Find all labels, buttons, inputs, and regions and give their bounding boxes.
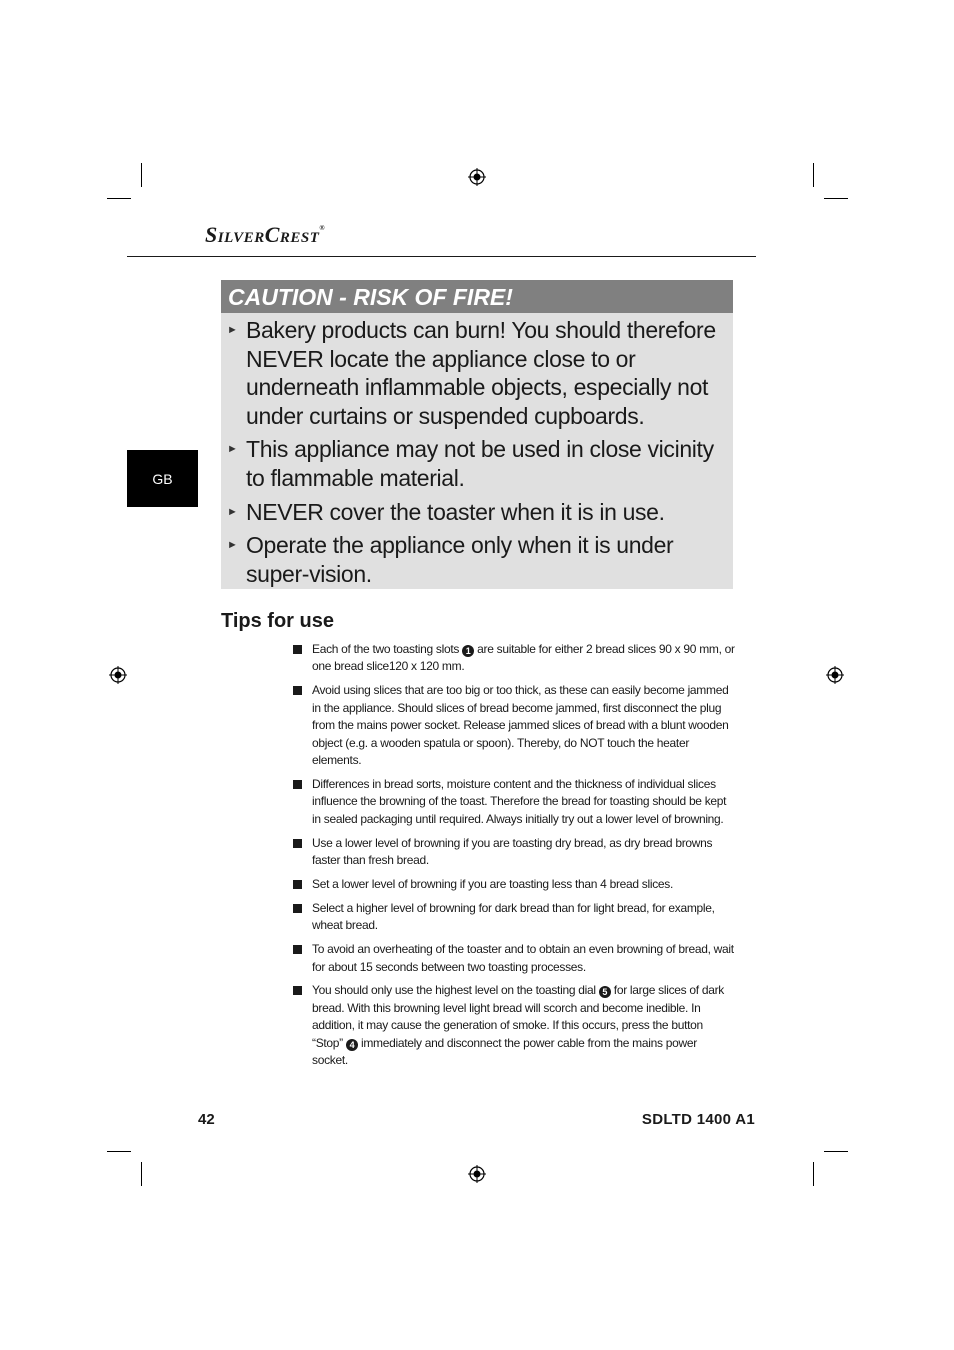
part-number-badge: 4 — [346, 1039, 358, 1051]
square-bullet-icon — [293, 986, 302, 995]
crop-mark — [824, 198, 848, 199]
brand-name: SilverCrest — [205, 222, 320, 247]
caution-heading: CAUTION - RISK OF FIRE! — [221, 280, 733, 313]
part-number-badge: 1 — [462, 645, 474, 657]
list-item-text: You should only use the highest level on the toasting dial — [312, 983, 599, 998]
square-bullet-icon — [293, 645, 302, 654]
list-item-text: Set a lower level of browning if you are toasting less than 4 bread slices. — [312, 876, 674, 891]
model-number: SDLTD 1400 A1 — [641, 1111, 755, 1128]
list-item — [293, 835, 735, 870]
list-item — [293, 900, 735, 935]
tips-list — [293, 641, 735, 1076]
list-item — [293, 982, 735, 1069]
list-item-text: immediately and disconnect the power cable from the mains power socket. — [312, 1035, 697, 1068]
square-bullet-icon — [293, 839, 302, 848]
registration-mark-icon — [826, 666, 844, 684]
caution-item — [227, 531, 725, 588]
part-number-badge: 5 — [599, 986, 611, 998]
crop-mark — [107, 198, 131, 199]
square-bullet-icon — [293, 780, 302, 789]
brand-mark: ® — [319, 224, 326, 232]
registration-mark-icon — [109, 666, 127, 684]
crop-mark — [824, 1151, 848, 1152]
page-number: 42 — [198, 1111, 215, 1128]
list-item-text: are suitable for either 2 bread slices 90 x 90 mm, or one bread slice120 x 120 mm. — [312, 642, 735, 674]
caution-item-text: Operate the appliance only when it is under super-vision. — [246, 532, 674, 587]
list-item — [293, 876, 735, 893]
arrow-bullet-icon: ► — [227, 324, 238, 336]
caution-list — [221, 313, 733, 588]
list-item-text: Select a higher level of browning for dark bread than for light bread, for example, wheat bread. — [312, 900, 715, 933]
crop-mark — [141, 1162, 142, 1186]
language-tab: GB — [127, 450, 198, 507]
caution-item-text: This appliance may not be used in close vicinity to flammable material. — [246, 436, 714, 491]
list-item-text: for large slices of dark bread. With this browning level light bread will scorch and become inedible. In addition, it may cause the generation of smoke. If this occurs, press the button “Stop” — [312, 983, 724, 1050]
list-item-text: Each of the two toasting slots — [312, 642, 463, 656]
crop-mark — [813, 163, 814, 187]
list-item-text: Use a lower level of browning if you are toasting dry bread, as dry bread browns faster than fresh bread. — [312, 835, 713, 867]
list-item — [293, 941, 735, 976]
brand-logo — [205, 222, 325, 248]
crop-mark — [107, 1151, 131, 1152]
arrow-bullet-icon: ► — [227, 443, 238, 456]
list-item — [293, 641, 735, 676]
square-bullet-icon — [293, 904, 302, 913]
crop-mark — [141, 163, 142, 187]
arrow-bullet-icon: ► — [227, 539, 238, 552]
caution-item-text: NEVER cover the toaster when it is in use. — [246, 498, 665, 525]
square-bullet-icon — [293, 880, 302, 889]
square-bullet-icon — [293, 945, 302, 954]
crop-mark — [813, 1162, 814, 1186]
section-heading: Tips for use — [221, 610, 334, 632]
list-item — [293, 682, 735, 769]
list-item — [293, 776, 735, 828]
square-bullet-icon — [293, 686, 302, 695]
list-item-text: Avoid using slices that are too big or too thick, as these can easily become jammed in the appliance. Should slices of bread become jammed, first disconnect the plug from the mains power socket. Release jammed slices of bread with a blunt wooden object (e.g. a wooden spatula or spoon). Thereby, do NOT touch the heater elements. — [312, 683, 729, 767]
arrow-bullet-icon: ► — [227, 505, 238, 518]
caution-box — [221, 280, 733, 589]
list-item-text: To avoid an overheating of the toaster and to obtain an even browning of bread, wait for about 15 seconds between two toasting processes. — [312, 942, 734, 974]
registration-mark-icon — [468, 168, 486, 186]
header-rule — [127, 256, 756, 257]
caution-item — [227, 498, 725, 527]
registration-mark-icon — [468, 1165, 486, 1183]
caution-item — [227, 316, 725, 430]
list-item-text: Differences in bread sorts, moisture content and the thickness of individual slices influence the browning of the toast. Therefore the bread for toasting should be kept in sealed packaging until required. Always initially try out a lower level of browning. — [312, 776, 727, 826]
caution-item-text: Bakery products can burn! You should therefore NEVER locate the appliance close to or underneath inflammable objects, especially not under curtains or suspended cupboards. — [246, 317, 716, 429]
caution-item — [227, 435, 725, 492]
